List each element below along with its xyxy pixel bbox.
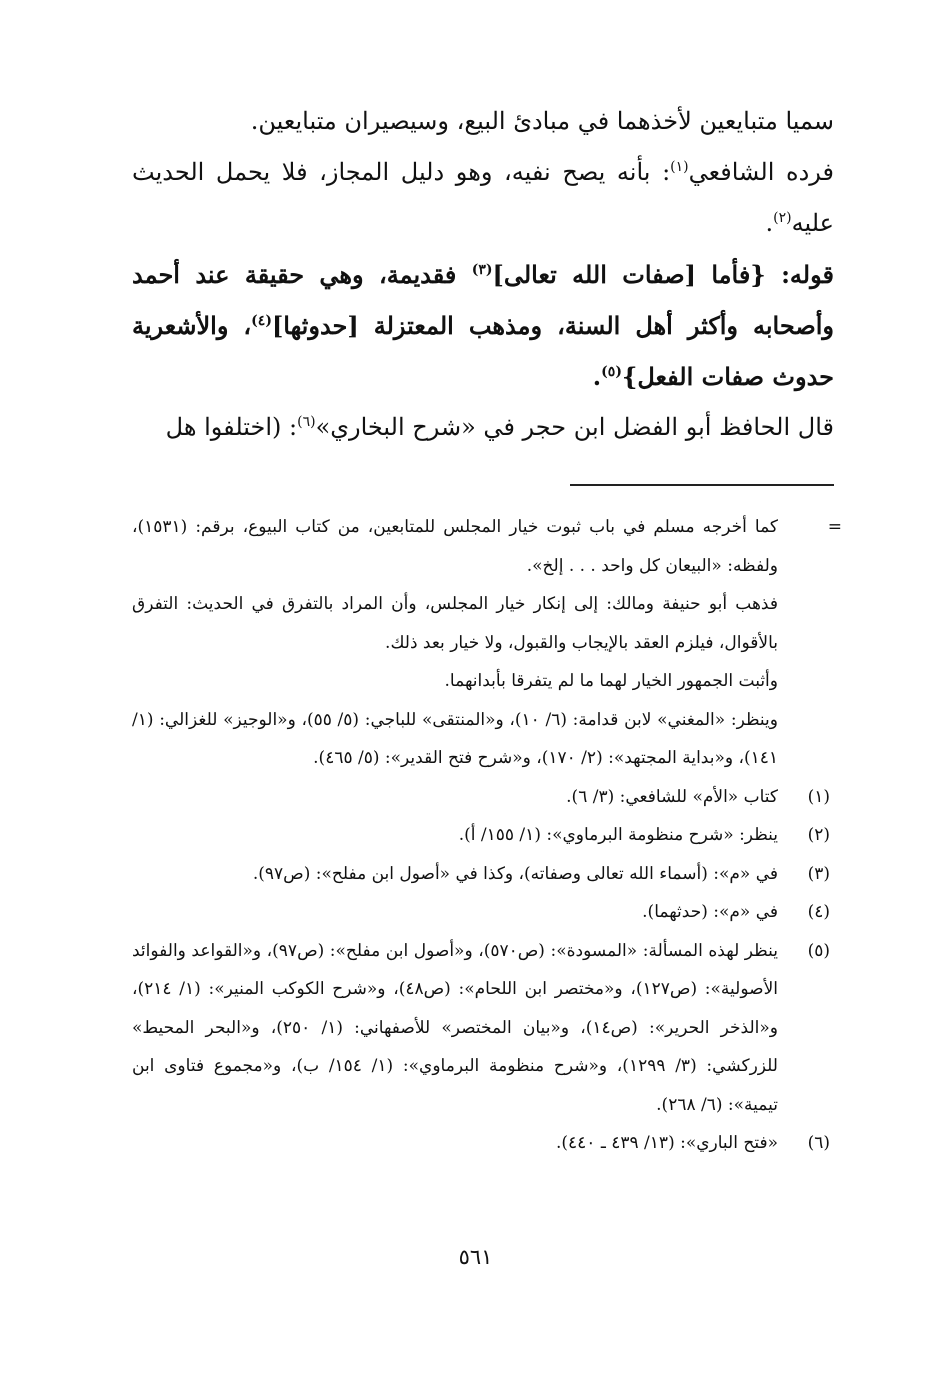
text-run: فقديمة، وهي حقيقة عند أحمد وأصحابه وأكثر أهل السنة، ومذهب المعتزلة [حدوثها] [132, 260, 834, 340]
continuation-mark: = [827, 517, 842, 537]
footnote-divider [570, 484, 834, 486]
main-text [132, 96, 834, 453]
footnote-ref: (٢) [773, 210, 792, 226]
paragraph-1: سميا متبايعين لأخذهما في مبادئ البيع، وسيصيران متبايعين. [250, 107, 834, 135]
continuation-line: فذهب أبو حنيفة ومالك: إلى إنكار خيار المجلس، وأن المراد بالتفرق في الحديث: التفرق بالأقوال، فيلزم العقد بالإيجاب والقبول، ولا خيار بعد ذلك. [132, 594, 778, 653]
footnote-text: ينظر: «شرح منظومة البرماوي»: (١/ ١٥٥/ أ). [458, 825, 778, 845]
paragraph-2 [132, 147, 834, 249]
footnote-number: (٣) [807, 863, 830, 884]
footnote-number: (١) [807, 786, 830, 807]
continuation-line: وأثبت الجمهور الخيار لهما ما لم يتفرقا بأبدانهما. [444, 671, 778, 691]
footnote-ref: (٤) [251, 313, 272, 329]
footnote-text: في «م»: (حدثهما). [642, 902, 778, 922]
footnote-text: «فتح الباري»: (١٣/ ٤٣٩ ـ ٤٤٠). [556, 1133, 778, 1153]
footnote-3 [132, 855, 834, 894]
text-run: قوله: {فأما [صفات الله تعالى] [492, 260, 834, 289]
footnote-text: ينظر لهذه المسألة: «المسودة»: (ص٥٧٠)، و«أصول ابن مفلح»: (ص٩٧)، و«القواعد والفوائد الأصولية»: (ص١٢٧)، و«مختصر ابن اللحام»: (ص٤٨)، و«شرح الكوكب المنير»: (١/ ٢١٤)، و«الذخر الحرير»: (ص١٤)، و«بيان المختصر» للأصفهاني: (١/ ٢٥٠)، و«البحر المحيط» للزركشي: (٣/ ١٢٩٩)، و«شرح منظومة البرماوي»: (١/ ١٥٤/ ب)، و«مجموع فتاوى ابن تيمية»: (٦/ ٢٦٨). [132, 940, 778, 1115]
text-run: قال الحافظ أبو الفضل ابن حجر في «شرح البخاري» [315, 413, 834, 441]
text-run: ، والأشعرية حدوث صفات الفعل} [132, 311, 834, 391]
text-run: . [592, 362, 602, 391]
footnote-4 [132, 893, 834, 932]
text-run: : (اختلفوا هل [165, 413, 298, 441]
footnote-2 [132, 816, 834, 855]
page-number: ٥٦١ [458, 1245, 493, 1269]
footnote-5 [132, 932, 834, 1125]
footnote-ref: (٣) [471, 262, 493, 278]
text-run: . [765, 209, 774, 237]
paragraph-3-quote [132, 249, 834, 402]
footnote-text: كتاب «الأم» للشافعي: (٣/ ٦). [566, 786, 778, 807]
continuation-line: كما أخرجه مسلم في باب ثبوت خيار المجلس للمتابعين، من كتاب البيوع، برقم: (١٥٣١)، ولفظه: «البيعان كل واحد . . . إلخ». [132, 517, 778, 576]
footnote-continuation [132, 508, 842, 778]
footnote-number: (٦) [807, 1133, 830, 1153]
footnote-ref: (١) [670, 159, 689, 175]
footnote-ref: (٥) [601, 364, 622, 380]
footnote-text: في «م»: (أسماء الله تعالى وصفاته)، وكذا في «أصول ابن مفلح»: (ص٩٧). [252, 863, 778, 884]
footnote-number: (٤) [807, 902, 830, 922]
continuation-line: وينظر: «المغني» لابن قدامة: (٦/ ١٠)، و«المنتقى» للباجي: (٥/ ٥٥)، و«الوجيز» للغزالي: (١/ ١٤١)، و«بداية المجتهد»: (٢/ ١٧٠)، و«شرح فتح القدير»: (٥/ ٤٦٥). [132, 709, 778, 768]
footnote-1 [132, 778, 834, 817]
text-run: : بأنه يصح نفيه، وهو دليل المجاز، فلا يحمل الحديث عليه [132, 158, 834, 237]
footnotes [132, 508, 842, 1163]
footnote-number: (٥) [807, 940, 830, 961]
paragraph-4 [132, 402, 834, 453]
text-run: فرده الشافعي [688, 158, 834, 186]
footnote-ref: (٦) [297, 414, 316, 430]
footnote-number: (٢) [807, 825, 830, 845]
footnote-6 [132, 1124, 834, 1163]
